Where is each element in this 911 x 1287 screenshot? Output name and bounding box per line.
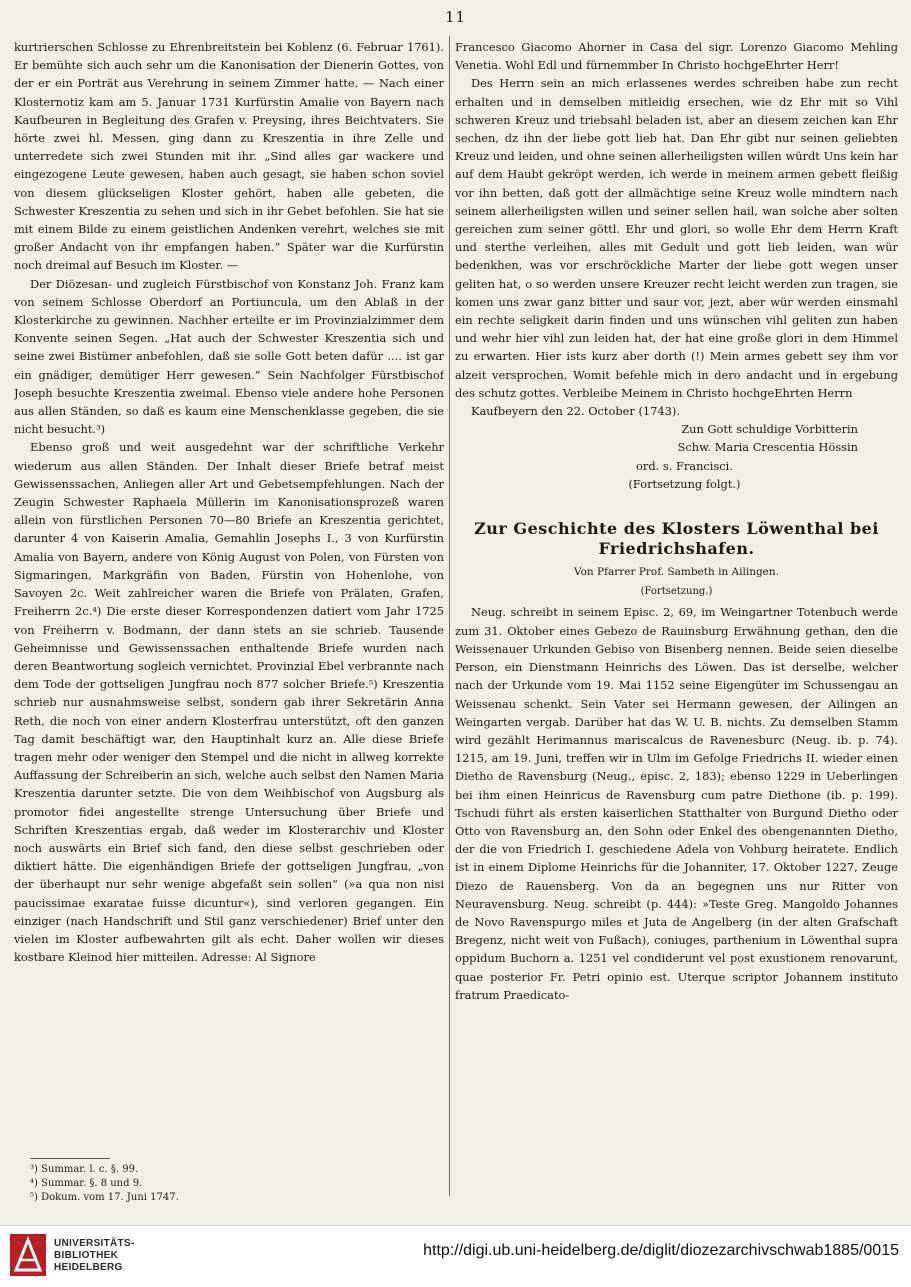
section-title: Zur Geschichte des Klosters Löwenthal bei Friedrichshafen. <box>474 519 879 559</box>
viewer-footer <box>0 1225 911 1287</box>
letter-date: Kaufbeyern den 22. October (1743). <box>471 404 680 419</box>
library-name <box>54 1238 135 1274</box>
library-name-line-2: BIBLIOTHEK <box>54 1250 119 1261</box>
footnote-5: ⁵) Dokum. vom 17. Juni 1747. <box>30 1192 179 1203</box>
library-name-line-1: UNIVERSITÄTS- <box>54 1238 135 1249</box>
letter-body: Des Herrn sein an mich erlassenes werdes schreiben habe zun recht erhalten und in demselben mitleidig ersechen, wie dz Ehr mit so Vihl schweren Kreuz und triebsahl beladen ist, aber an diesem zeichen kan Ehr sechen, dz ihn der liebe gott lieb hat. Dan Ehr gibt nur seinen geliebten Kreuz und leiden, und ohne seinen allerheiligsten willen würdt Uns kein har auf dem Haubt gekröpt werden, ich werde in meinem armen gebett fleißig vor ihn betten, daß gott der allmächtige seine Kreuz wolle mindtern nach seinem allerheiligsten willen und seiner sellen hail, wan solche aber solten gereichen zum seiner göttl. Ehr und glori, so wolle Ehr dem Herrn Kraft und sterthe verleihen, alles mit Gedult und gott lieb leiden, wan wür bedenkhen, was vor erschröckliche Marter der liebe gott wegen unser geliten hat, o so werden unsere Kreuzer recht leicht werden zun tragen, sie komen uns zwar ganz bitter und saur vor, jezt, aber wür werden einsmahl ein rechte seligkeit darin finden und uns wünschen vihl geliten zun haben und wehr hier vihl zun leiden hat, der hat eine große glori in dem Himmel zu erwarten. Hier ists kurz aber dorth (!) Mein armes gebett sey ihm vor alzeit versprochen, Womit befehle mich in dero andacht und in ergebung des schutz gottes. Verbleibe Meinem in Christo hochgeEhrten Herrn <box>455 76 898 400</box>
library-name-line-3: HEIDELBERG <box>54 1262 123 1273</box>
university-library-logo-icon <box>10 1234 46 1276</box>
letter-address: Francesco Giacomo Ahorner in Casa del sigr. Lorenzo Giacomo Mehling Venetia. Wohl Edl und fürnemmber In Christo hochgeEhrter Herr! <box>455 40 898 73</box>
page-number: 11 <box>444 8 467 26</box>
letter-signature-line-2: Schw. Maria Crescentia Hössin <box>677 440 858 455</box>
footnote-3: ³) Summar. l. c. §. 99. <box>30 1164 139 1175</box>
left-paragraph-3: Ebenso groß und weit ausgedehnt war der schriftliche Verkehr wiederum aus allen Ständen. Der Inhalt dieser Briefe betraf meist Gewissenssachen, Anliegen aller Art und Gebetsempfehlungen. Nach der Zeugin Schwester Raphaela Müllerin im Kanonisationsprozeß waren allein von fürstlichen Personen 70—80 Briefe an Kreszentia gerichtet, darunter 4 von Kaiserin Amalia, Gemahlin Josephs I., 3 von Kurfürstin Amalia von Bayern, andere von König August von Polen, von Fürsten von Sigmaringen, Markgräfin von Baden, Fürstin von Hohenlohe, von Savoyen 2c. Weit zahlreicher waren die Briefe von Prälaten, Grafen, Freiherrn 2c.⁴) Die erste dieser Korrespondenzen datiert vom Jahr 1725 von Freiherrn v. Bodmann, der dann stets an sie schrieb. Tausende Geheimnisse und Gewissenssachen enthaltende Briefe wurden nach deren Beantwortung sogleich vernichtet. Provinzial Ebel verbrannte nach dem Tode der gottseligen Jungfrau noch 877 solcher Briefe.⁵) Kreszentia schrieb nur ausnahmsweise selbst, sondern gab ihrer Sekretärin Anna Reth, die noch von einer andern Klosterfrau unterstützt, oft den ganzen Tag damit beschäftigt war, den Hauptinhalt kurz an. Alle diese Briefe tragen mehr oder weniger den Stempel und die nicht in allweg korrekte Auffassung der Schreiberin an sich, welche auch selbst den Namen Maria Kreszentia darunter setzte. Die von dem Weihbischof von Augsburg als promotor fidei angestellte strenge Untersuchung über Briefe und Schriften Kreszentias ergab, daß weder im Klosterarchiv und Kloster noch auswärts ein Brief sich fand, den diese selbst geschrieben oder diktiert hätte. Die eigenhändigen Briefe der gottseligen Jungfrau, „von der überhaupt nur sehr wenige abgefaßt sein sollen“ (»a qua non nisi paucissimae exaratae fuisse dicuntur«), sind verloren gegangen. Ein einziger (nach Handschrift und Stil ganz verschiedener) Brief unter den vielen im Kloster aufbewahrten gilt als echt. Daher wollen wir dieses kostbare Kleinod hier mitteilen. Adresse: Al Signore <box>14 440 444 965</box>
footnote-divider <box>30 1158 110 1159</box>
left-paragraph-1: kurtrierschen Schlosse zu Ehrenbreitstein bei Koblenz (6. Februar 1761). Er bemühte sich auch sehr um die Kanonisation der Dienerin Gottes, von der er ein Porträt aus Verehrung in seinem Zimmer hatte. — Nach einer Klosternotiz kam am 5. Januar 1731 Kurfürstin Amalie von Bayern nach Kaufbeuren in Begleitung des Grafen v. Preysing, ihres Beichtvaters. Sie hörte zwei hl. Messen, ging dann zu Kreszentia in ihre Zelle und unterredete sich zwei Stunden mit ihr. „Sind alles gar wackere und eingezogene Leute gewesen, haben auch gesagt, sie haben schon soviel von diesem glückseligen Kloster gehört, haben alle gebeten, die Schwester Kreszentia zu sehen und sich in ihr Gebet befohlen. Sie hat sie mit einem Bilde zu einem geistlichen Andenken verehrt, welches sie mit großer Andacht von ihr empfangen haben.“ Später war die Kurfürstin noch dreimal auf Besuch im Kloster. — <box>14 40 444 273</box>
right-column <box>455 38 898 1188</box>
footnotes <box>30 1163 330 1205</box>
footnote-4: ⁴) Summar. §. 8 und 9. <box>30 1178 143 1189</box>
left-column <box>14 38 444 1158</box>
permalink-url[interactable]: http://digi.ub.uni-heidelberg.de/diglit/diozezarchivschwab1885/0015 <box>423 1242 899 1259</box>
column-divider <box>449 36 450 1196</box>
section-author: Von Pfarrer Prof. Sambeth in Ailingen. <box>573 566 780 579</box>
letter-signature-line-1: Zun Gott schuldige Vorbitterin <box>681 422 858 437</box>
continued-note: (Fortsetzung folgt.) <box>628 476 741 491</box>
section-continuation: (Fortsetzung.) <box>640 586 713 598</box>
letter-signature-line-3: ord. s. Francisci. <box>636 458 733 473</box>
left-paragraph-2: Der Diözesan- und zugleich Fürstbischof von Konstanz Joh. Franz kam von seinem Schlosse Oberdorf an Portiuncula, um den Ablaß in der Klosterkirche zu gewinnen. Nachher erteilte er im Provinzialzimmer dem Konvente seinen Segen. „Hat auch der Schwester Kreszentia sich und seine zwei Bistümer anbefohlen, daß sie solle Gott beten dafür .... ist gar ein gnädiger, demütiger Herr gewesen.“ Sein Nachfolger Fürstbischof Joseph besuchte Kreszentia zweimal. Ebenso viele andere hohe Personen aus allen Ständen, so daß es kaum eine Menschenklasse gegeben, die sie nicht besucht.³) <box>14 276 444 437</box>
section-text: Neug. schreibt in seinem Episc. 2, 69, im Weingartner Totenbuch werde zum 31. Oktober eines Gebezo de Rauinsburg Erwähnung gethan, den die Weissenauer Urkunden Gebiso von Bisenberg nennen. Beide seien dieselbe Person, ein Dienstmann Heinrichs des Löwen. Das ist derselbe, welcher nach der Urkunde vom 19. Mai 1152 seine Eigengüter im Schussengau an Weissenau schenkt. Sein Vater sei Hermann gewesen, der Ailingen an Weingarten vergab. Darüber hat das W. U. B. nichts. Zu demselben Stamm wird gezählt Herimannus mariscalcus de Ravenesburc (Neug. ib. p. 74). 1215, am 19. Juni, treffen wir in Ulm im Gefolge Friedrichs II. wieder einen Dietho de Ravensburg (Neug., episc. 2, 183); ebenso 1229 in Ueberlingen bei ihm einen Heinricus de Ravensburg cum patre Diethone (ib. p. 199). Tschudi führt als ersten kaiserlichen Statthalter von Burgund Dietho oder Otto von Ravensburg an, den Sohn oder Enkel des obengenannten Dietho, der die von Friedrich I. geschiedene Adela von Vohburg heiratete. Endlich ist in einem Diplome Heinrichs für die Johanniter, 17. Oktober 1227, Zeuge Diezo de Rauensberg. Von da an begegnen uns nur Ritter von Neuravensburg. Neug. schreibt (p. 444): »Teste Greg. Mangoldo Johannes de Novo Ravenspurgo miles et Juta de Angelberg (in der alten Grafschaft Bregenz, nicht weit von Fußach), coniuges, parthenium in Löwenthal supra oppidum Buchorn a. 1251 vel condiderunt vel post exustionem renovarunt, quae posterior Fr. Petri opinio est. Uterque scriptor Johannem instituto fratrum Praedicato- <box>455 605 898 1002</box>
